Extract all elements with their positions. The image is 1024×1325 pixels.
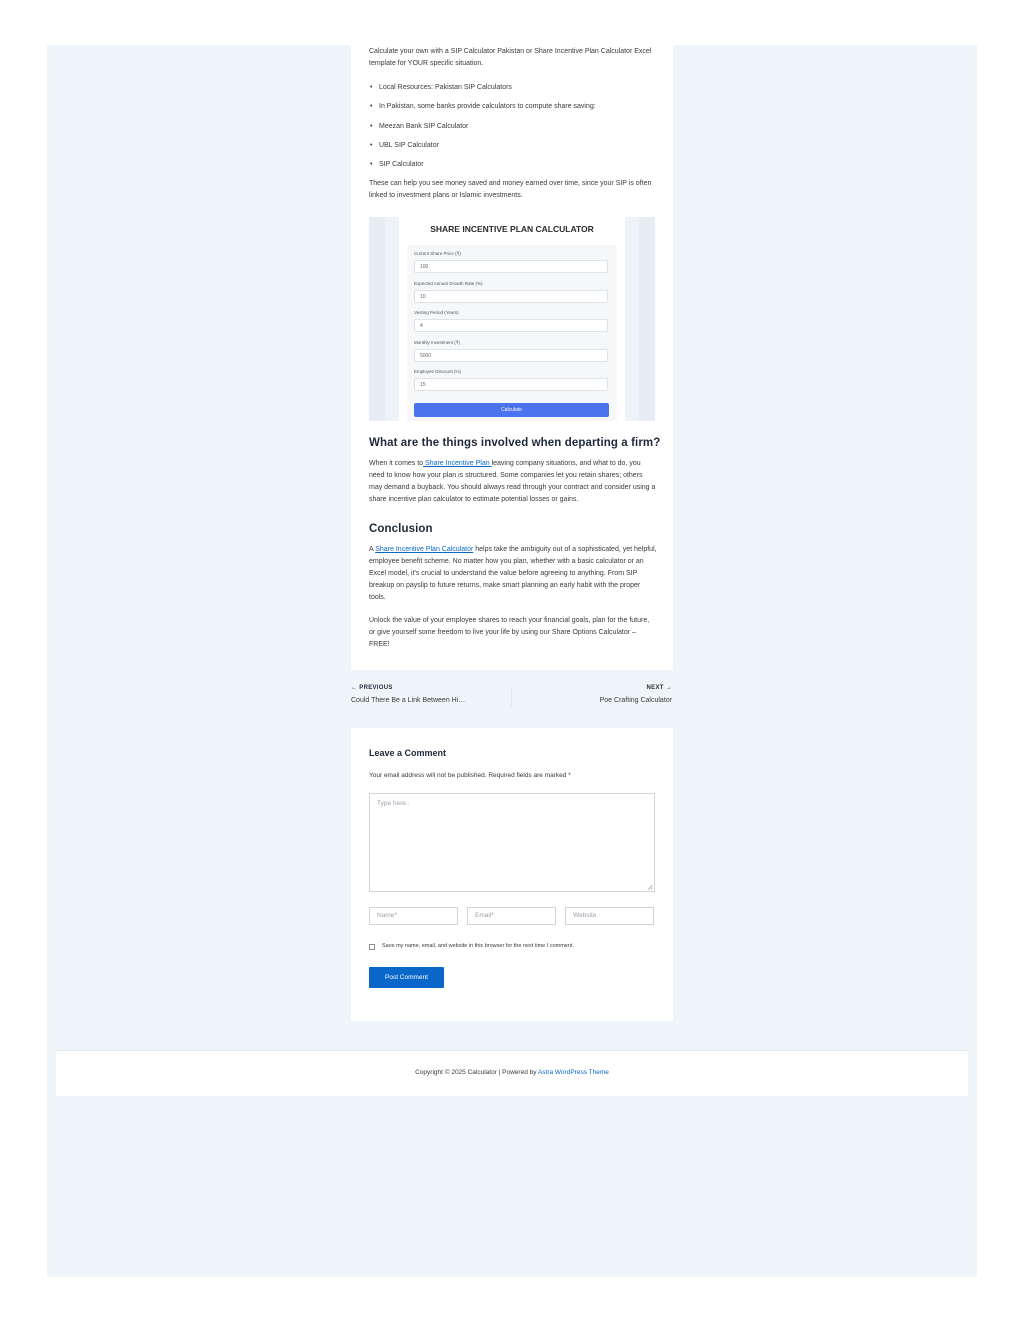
list-item: • In Pakistan, some banks provide calculators to compute share saving: <box>371 102 596 112</box>
section-heading: What are the things involved when departing a firm? <box>369 437 661 449</box>
post-comment-button[interactable]: Post Comment <box>369 967 444 988</box>
field-label: Expected Annual Growth Rate (%) <box>414 281 483 286</box>
name-field[interactable]: Name* <box>369 907 458 925</box>
field-label: Vesting Period (Years) <box>414 310 459 315</box>
vesting-period-input: 4 <box>414 319 608 332</box>
calculator-form <box>407 245 617 421</box>
field-label: Current Share Price (₹) <box>414 251 461 256</box>
growth-rate-input: 10 <box>414 290 608 303</box>
list-item: • Local Resources: Pakistan SIP Calculators <box>371 83 512 93</box>
field-label: Employee Discount (%) <box>414 369 462 374</box>
email-field[interactable]: Email* <box>467 907 556 925</box>
calculator-panel <box>399 217 625 421</box>
list-item: • SIP Calculator <box>371 160 424 170</box>
comment-textarea[interactable] <box>369 793 655 892</box>
comment-card <box>351 728 673 1021</box>
calculator-link[interactable]: Share Incentive Plan Calculator <box>375 546 474 553</box>
share-price-input: 100 <box>414 260 608 273</box>
previous-kicker[interactable]: ← PREVIOUS <box>351 685 393 691</box>
employee-discount-input: 15 <box>414 378 608 391</box>
next-kicker[interactable]: NEXT → <box>646 685 672 691</box>
closing-paragraph: Unlock the value of your employee shares to reach your financial goals, plan for the future, or give yourself some freedom to live your life by using our Share Options Calculator – FREE! <box>369 617 650 648</box>
comment-title: Leave a Comment <box>369 748 447 758</box>
post-navigation <box>351 685 673 715</box>
article-card <box>351 45 673 670</box>
monthly-investment-input: 5000 <box>414 349 608 362</box>
astra-theme-link[interactable]: Astra WordPress Theme <box>537 1069 609 1076</box>
textarea-placeholder: Type here.. <box>377 800 410 807</box>
save-info-label[interactable]: Save my name, email, and website in this browser for the next time I comment. <box>382 943 574 949</box>
departing-paragraph: When it comes to Share Incentive Plan leaving company situations, and what to do, you need to know how your plan is structured. Some companies let you retain shares; others may demand a buyback. You should always read through your contract and consider using a share incentive plan calculator to estimate potential losses or gains. <box>369 460 656 503</box>
save-info-checkbox[interactable] <box>369 944 375 950</box>
next-post-link[interactable]: Poe Crafting Calculator <box>599 697 672 704</box>
resize-handle-icon[interactable] <box>647 884 653 890</box>
calculator-screenshot <box>369 217 655 421</box>
list-item: • UBL SIP Calculator <box>371 141 439 151</box>
calculate-button: Calculate <box>414 403 609 417</box>
share-incentive-plan-link[interactable]: Share Incentive Plan <box>423 460 492 467</box>
list-item: • Meezan Bank SIP Calculator <box>371 122 468 132</box>
previous-post-link[interactable]: Could There Be a Link Between Hi… <box>351 697 466 704</box>
nav-divider <box>511 687 512 707</box>
comment-note: Your email address will not be published. Required fields are marked * <box>369 772 571 779</box>
page-background <box>47 45 977 1277</box>
footer-copyright: Copyright © 2025 Calculator | Powered by Astra WordPress Theme <box>415 1069 609 1076</box>
field-label: Monthly Investment (₹) <box>414 340 461 345</box>
calculator-title: SHARE INCENTIVE PLAN CALCULATOR <box>430 224 594 234</box>
conclusion-paragraph: A Share Incentive Plan Calculator helps take the ambiguity out of a sophisticated, yet helpful, employee benefit scheme. No matter how you plan, whether with a basic calculator or an Excel model, it's crucial to understand the value before agreeing to anything. From SIP breakup on payslip to future returns, make smart planning an early habit with the proper tools. <box>369 546 657 601</box>
sip-paragraph: These can help you see money saved and money earned over time, since your SIP is often linked to investment plans or Islamic investments. <box>369 180 652 199</box>
site-footer <box>56 1050 968 1096</box>
intro-paragraph: Calculate your own with a SIP Calculator Pakistan or Share Incentive Plan Calculator Excel template for YOUR specific situation. <box>369 48 652 67</box>
website-field[interactable]: Website <box>565 907 654 925</box>
conclusion-heading: Conclusion <box>369 523 433 535</box>
